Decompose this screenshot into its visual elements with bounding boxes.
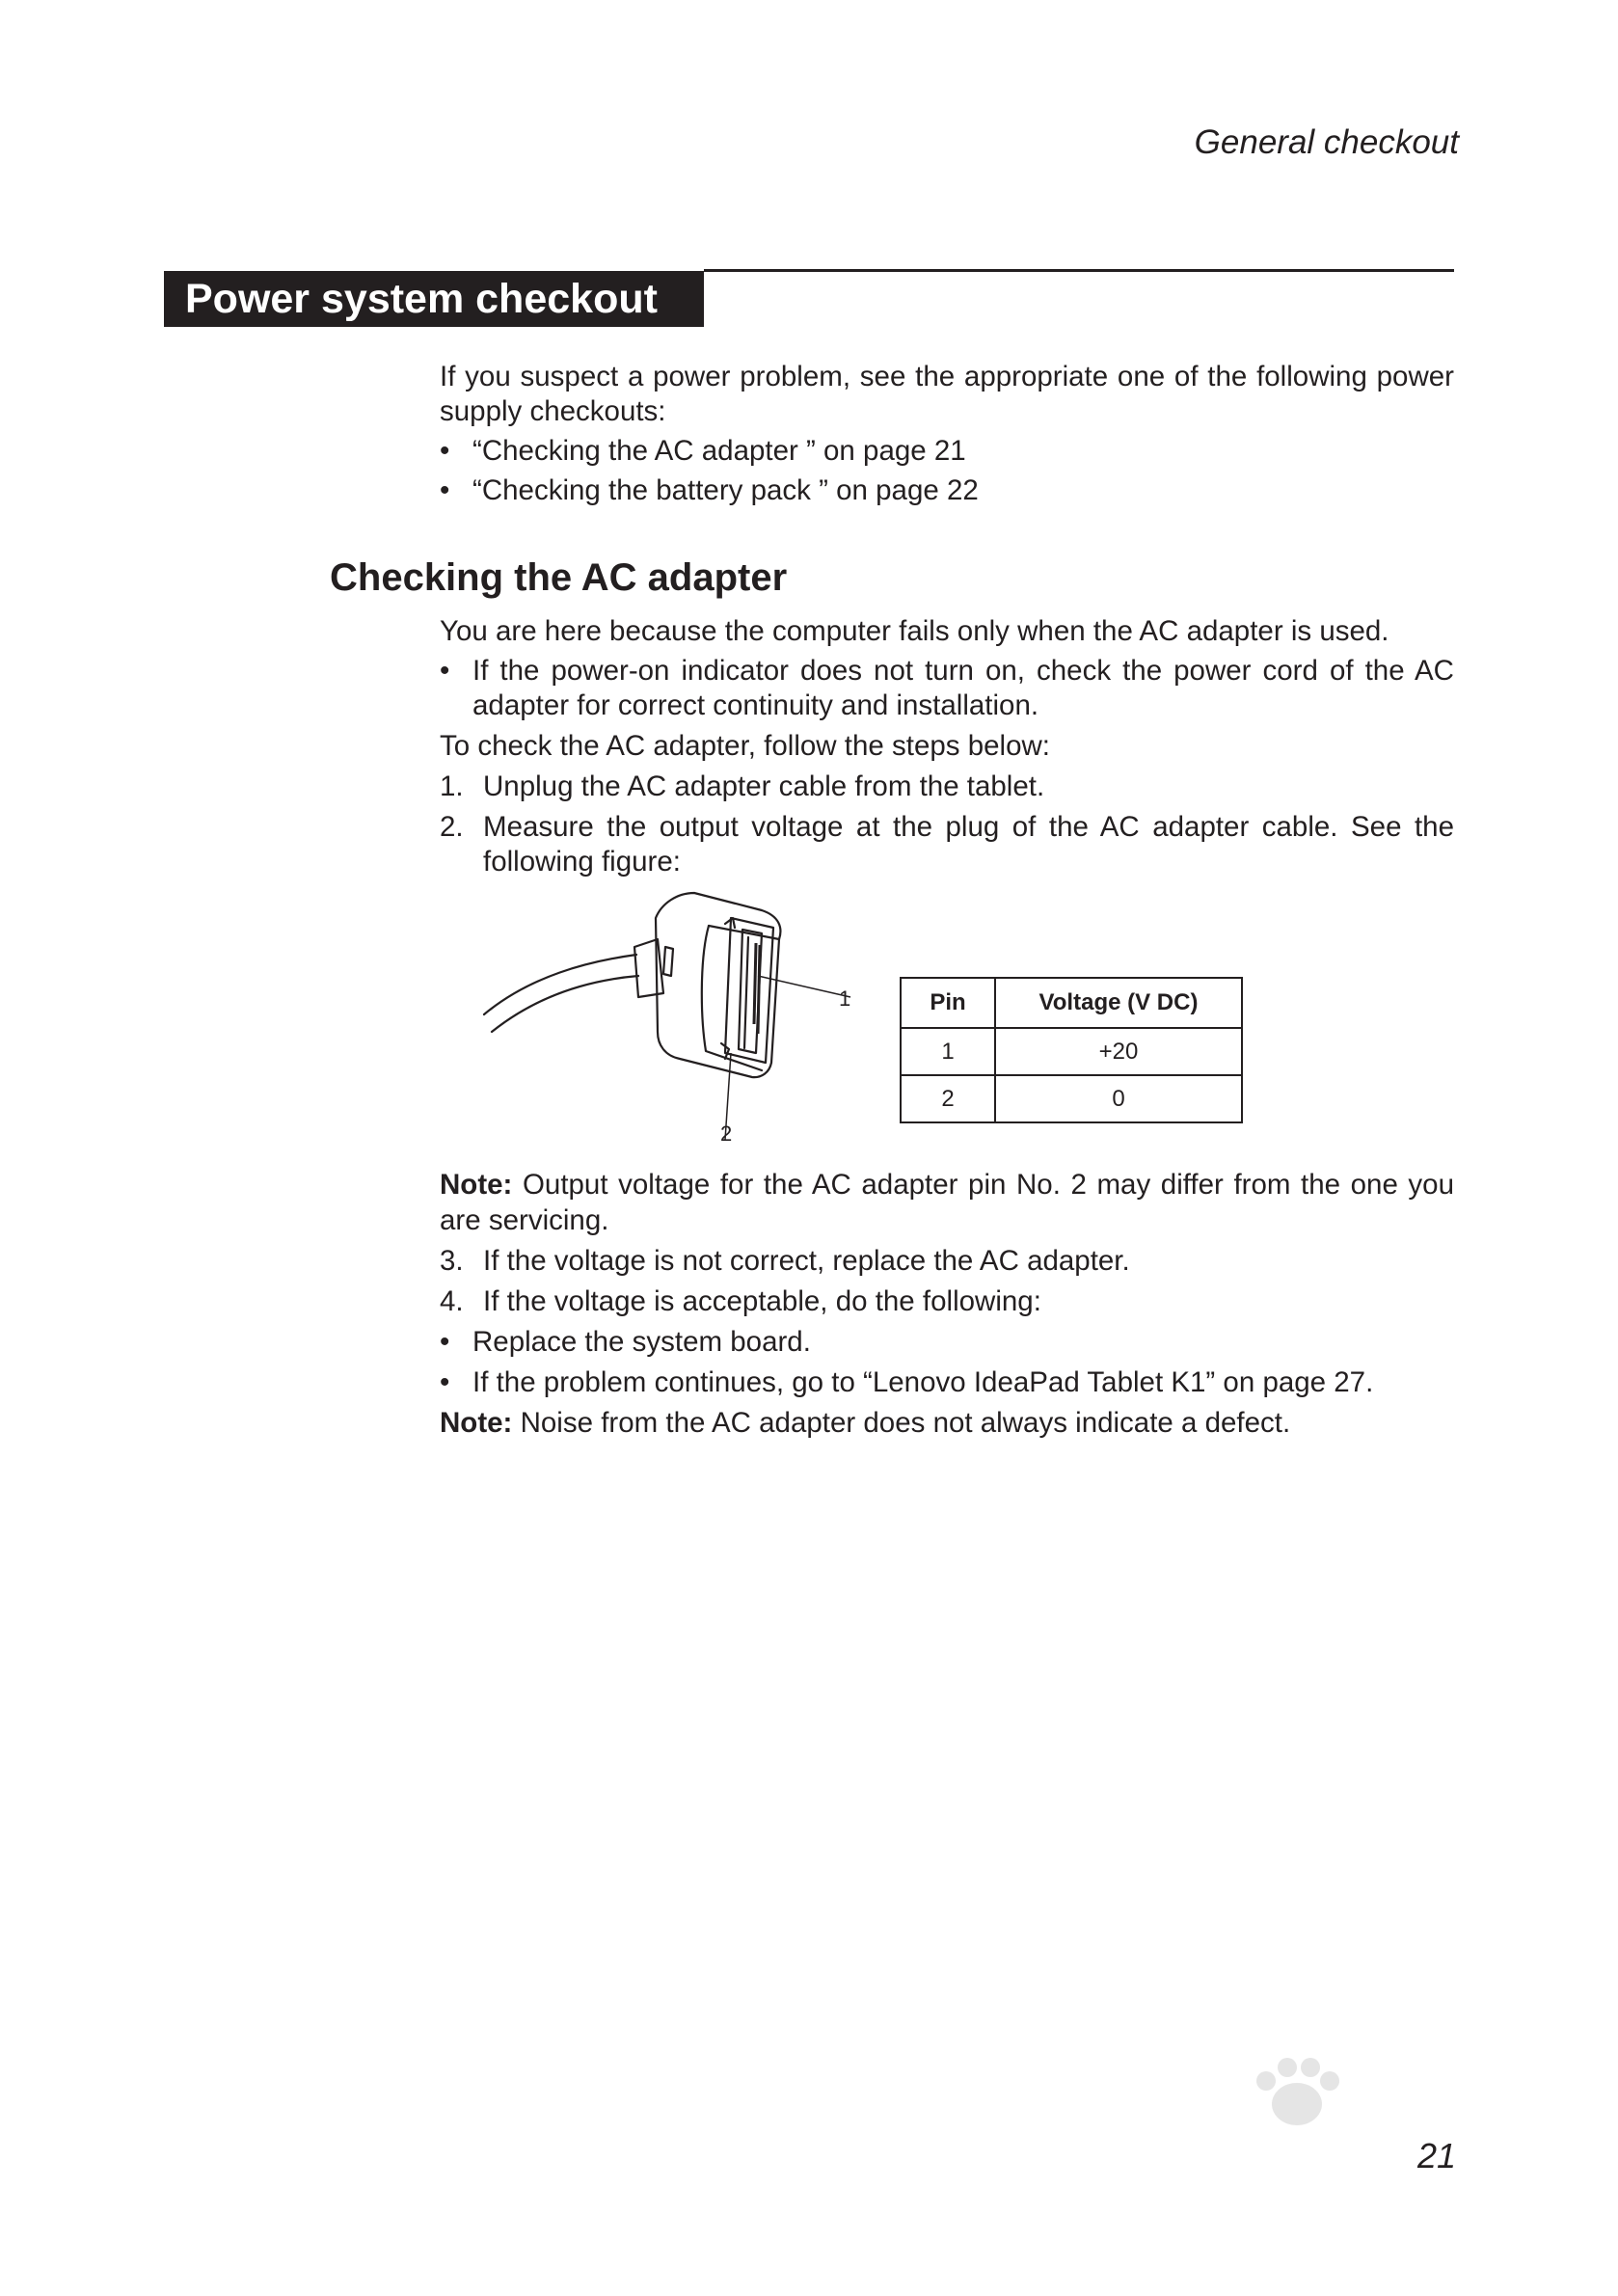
steps-intro: To check the AC adapter, follow the steps below: xyxy=(440,730,1050,762)
paw-icon xyxy=(1256,2058,1339,2125)
bullet-dot: • xyxy=(440,1326,450,1358)
link-checking-battery-pack[interactable]: “Checking the battery pack ” on page 22 xyxy=(472,474,979,506)
leader-line-1 xyxy=(758,976,850,997)
note-2 xyxy=(440,1406,1290,1441)
callout-2: 2 xyxy=(720,1121,733,1146)
intro-line-1: If you suspect a power problem, see the appropriate one of the following power xyxy=(440,361,1454,392)
sub-bullet-replace-board: Replace the system board. xyxy=(472,1326,811,1358)
cell-pin: 2 xyxy=(901,1075,995,1122)
link-checking-ac-adapter[interactable]: “Checking the AC adapter ” on page 21 xyxy=(472,435,966,467)
section-rule xyxy=(704,269,1454,272)
plug-body xyxy=(656,893,780,1077)
running-header: General checkout xyxy=(1194,123,1459,161)
bullet-dot: • xyxy=(440,474,450,506)
cell-voltage: +20 xyxy=(995,1028,1242,1075)
note-2-text: Noise from the AC adapter does not always indicate a defect. xyxy=(512,1407,1291,1439)
ac-adapter-plug-figure xyxy=(472,879,877,1169)
intro-line-2: supply checkouts: xyxy=(440,395,666,427)
note-label: Note: xyxy=(440,1407,513,1439)
step-2-line-1: Measure the output voltage at the plug of the AC adapter cable. See the xyxy=(483,811,1454,843)
step-1-text: Unplug the AC adapter cable from the tablet. xyxy=(483,770,1045,802)
table-row xyxy=(901,1028,1242,1075)
header-pin: Pin xyxy=(901,978,995,1028)
step-2-line-2: following figure: xyxy=(483,846,681,878)
section-title: Power system checkout xyxy=(185,276,658,322)
cell-pin: 1 xyxy=(901,1028,995,1075)
cable-lower-edge xyxy=(492,976,638,1032)
step-4-text: If the voltage is acceptable, do the following: xyxy=(483,1285,1041,1317)
table-row xyxy=(901,1075,1242,1122)
subsection-lead: You are here because the computer fails only when the AC adapter is used. xyxy=(440,615,1389,647)
note-1-line-1 xyxy=(440,1168,1454,1202)
step-1-number: 1. xyxy=(440,770,464,802)
step-4-number: 4. xyxy=(440,1285,464,1317)
header-voltage: Voltage (V DC) xyxy=(995,978,1242,1028)
baidu-watermark xyxy=(1152,2054,1538,2247)
bullet-dot: • xyxy=(440,655,450,687)
subsection-title: Checking the AC adapter xyxy=(330,556,788,599)
indicator-bullet-line-2: adapter for correct continuity and installation. xyxy=(472,689,1039,721)
pin-voltage-table xyxy=(900,977,1243,1123)
cell-voltage: 0 xyxy=(995,1075,1242,1122)
bullet-dot: • xyxy=(440,435,450,467)
page-number: 21 xyxy=(1417,2136,1457,2175)
note-1-text: Output voltage for the AC adapter pin No. 2 may differ from the one you xyxy=(512,1169,1454,1201)
bullet-dot: • xyxy=(440,1366,450,1398)
note-1-line-2: are servicing. xyxy=(440,1204,609,1236)
note-label: Note: xyxy=(440,1169,513,1201)
step-3-text: If the voltage is not correct, replace the AC adapter. xyxy=(483,1245,1130,1277)
cable-upper-edge xyxy=(484,955,636,1014)
step-3-number: 3. xyxy=(440,1245,464,1277)
callout-1: 1 xyxy=(839,986,851,1011)
indicator-bullet-line-1: If the power-on indicator does not turn on, check the power cord of the AC xyxy=(472,655,1454,687)
step-2-number: 2. xyxy=(440,811,464,843)
sub-bullet-lenovo-link[interactable]: If the problem continues, go to “Lenovo IdeaPad Tablet K1” on page 27. xyxy=(472,1366,1374,1398)
table-header-row xyxy=(901,978,1242,1028)
